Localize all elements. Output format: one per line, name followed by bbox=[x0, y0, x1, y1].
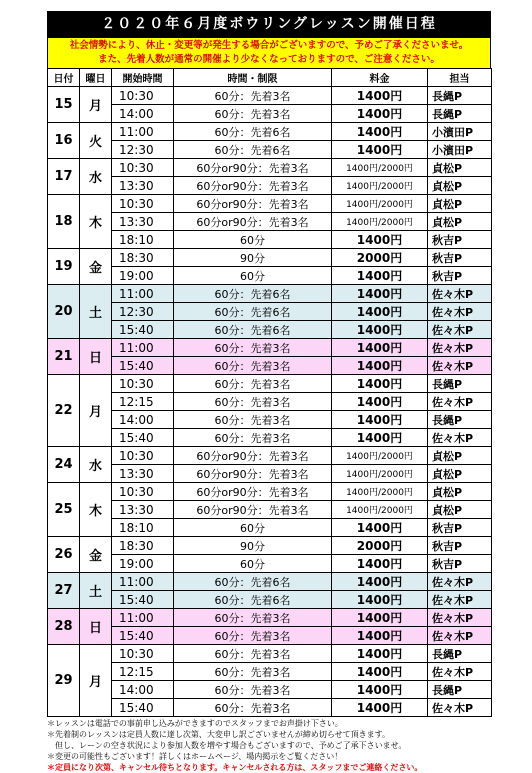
date-cell: 24 bbox=[48, 447, 80, 483]
duration-limit-cell: 60分：先着3名 bbox=[174, 375, 332, 393]
schedule-table bbox=[47, 68, 492, 717]
duration-limit-cell: 90分 bbox=[174, 537, 332, 555]
table-row bbox=[48, 267, 492, 285]
weekday-cell: 火 bbox=[80, 123, 112, 159]
table-row bbox=[48, 627, 492, 645]
start-time-cell: 15:40 bbox=[112, 627, 174, 645]
table-row bbox=[48, 429, 492, 447]
weekday-cell: 月 bbox=[80, 87, 112, 123]
staff-cell: 佐々木P bbox=[428, 609, 492, 627]
start-time-cell: 10:30 bbox=[112, 375, 174, 393]
table-row bbox=[48, 141, 492, 159]
duration-limit-cell: 60分or90分：先着3名 bbox=[174, 195, 332, 213]
duration-limit-cell: 60分：先着3名 bbox=[174, 105, 332, 123]
start-time-cell: 13:30 bbox=[112, 177, 174, 195]
footer-note: ＊先着制のレッスンは定員人数に達し次第、大変申し訳ございませんが締め切らせて頂きます。 bbox=[47, 730, 391, 739]
date-cell: 18 bbox=[48, 195, 80, 249]
start-time-cell: 14:00 bbox=[112, 411, 174, 429]
staff-cell: 小濱田P bbox=[428, 123, 492, 141]
weekday-cell: 水 bbox=[80, 159, 112, 195]
price-cell: 1400円 bbox=[332, 411, 428, 429]
column-header-staff: 担当 bbox=[428, 69, 492, 87]
staff-cell: 佐々木P bbox=[428, 591, 492, 609]
duration-limit-cell: 60分or90分：先着3名 bbox=[174, 465, 332, 483]
duration-limit-cell: 60分：先着3名 bbox=[174, 663, 332, 681]
price-cell: 1400円/2000円 bbox=[332, 447, 428, 465]
table-row bbox=[48, 663, 492, 681]
date-cell: 16 bbox=[48, 123, 80, 159]
start-time-cell: 19:00 bbox=[112, 555, 174, 573]
date-cell: 25 bbox=[48, 483, 80, 537]
staff-cell: 佐々木P bbox=[428, 429, 492, 447]
duration-limit-cell: 90分 bbox=[174, 249, 332, 267]
duration-limit-cell: 60分 bbox=[174, 519, 332, 537]
table-row bbox=[48, 159, 492, 177]
duration-limit-cell: 60分：先着3名 bbox=[174, 429, 332, 447]
date-cell: 19 bbox=[48, 249, 80, 285]
column-header-weekday: 曜日 bbox=[80, 69, 112, 87]
start-time-cell: 10:30 bbox=[112, 195, 174, 213]
footer-note: ＊変更の可能性もございます！詳しくはホームページ、場内掲示をご覧ください！ bbox=[47, 752, 343, 761]
duration-limit-cell: 60分：先着3名 bbox=[174, 87, 332, 105]
staff-cell: 貞松P bbox=[428, 195, 492, 213]
duration-limit-cell: 60分：先着3名 bbox=[174, 411, 332, 429]
staff-cell: 長縄P bbox=[428, 105, 492, 123]
price-cell: 1400円 bbox=[332, 123, 428, 141]
notice-line: 社会情勢により、休止・変更等が発生する場合がございますので、予めご了承くださいませ。 bbox=[69, 40, 469, 51]
column-header-price: 料金 bbox=[332, 69, 428, 87]
duration-limit-cell: 60分：先着3名 bbox=[174, 393, 332, 411]
price-cell: 1400円 bbox=[332, 519, 428, 537]
price-cell: 1400円 bbox=[332, 591, 428, 609]
start-time-cell: 14:00 bbox=[112, 105, 174, 123]
start-time-cell: 14:00 bbox=[112, 681, 174, 699]
price-cell: 1400円/2000円 bbox=[332, 177, 428, 195]
table-row bbox=[48, 357, 492, 375]
table-row bbox=[48, 555, 492, 573]
table-row bbox=[48, 411, 492, 429]
start-time-cell: 12:15 bbox=[112, 393, 174, 411]
price-cell: 1400円 bbox=[332, 393, 428, 411]
table-row bbox=[48, 303, 492, 321]
footer-note: ＊定員になり次第、キャンセル待ちとなります。キャンセルされる方は、スタッフまでご連絡ください。 bbox=[47, 763, 423, 772]
date-cell: 29 bbox=[48, 645, 80, 717]
staff-cell: 佐々木P bbox=[428, 663, 492, 681]
date-cell: 21 bbox=[48, 339, 80, 375]
price-cell: 1400円/2000円 bbox=[332, 213, 428, 231]
price-cell: 1400円 bbox=[332, 681, 428, 699]
date-cell: 28 bbox=[48, 609, 80, 645]
weekday-cell: 日 bbox=[80, 339, 112, 375]
start-time-cell: 18:30 bbox=[112, 249, 174, 267]
start-time-cell: 18:10 bbox=[112, 231, 174, 249]
duration-limit-cell: 60分：先着6名 bbox=[174, 123, 332, 141]
start-time-cell: 19:00 bbox=[112, 267, 174, 285]
notice-banner bbox=[47, 38, 491, 68]
start-time-cell: 11:00 bbox=[112, 285, 174, 303]
date-cell: 22 bbox=[48, 375, 80, 447]
staff-cell: 長縄P bbox=[428, 681, 492, 699]
column-header-start-time: 開始時間 bbox=[112, 69, 174, 87]
price-cell: 1400円 bbox=[332, 303, 428, 321]
start-time-cell: 15:40 bbox=[112, 591, 174, 609]
staff-cell: 佐々木P bbox=[428, 303, 492, 321]
start-time-cell: 13:30 bbox=[112, 465, 174, 483]
staff-cell: 長縄P bbox=[428, 375, 492, 393]
table-row bbox=[48, 339, 492, 357]
table-row bbox=[48, 105, 492, 123]
weekday-cell: 月 bbox=[80, 375, 112, 447]
duration-limit-cell: 60分：先着3名 bbox=[174, 699, 332, 717]
price-cell: 1400円 bbox=[332, 267, 428, 285]
duration-limit-cell: 60分：先着3名 bbox=[174, 339, 332, 357]
table-row bbox=[48, 609, 492, 627]
staff-cell: 貞松P bbox=[428, 213, 492, 231]
table-row bbox=[48, 375, 492, 393]
start-time-cell: 15:40 bbox=[112, 429, 174, 447]
staff-cell: 佐々木P bbox=[428, 339, 492, 357]
price-cell: 1400円 bbox=[332, 141, 428, 159]
duration-limit-cell: 60分 bbox=[174, 267, 332, 285]
table-row bbox=[48, 699, 492, 717]
weekday-cell: 月 bbox=[80, 645, 112, 717]
price-cell: 1400円 bbox=[332, 627, 428, 645]
column-header-date: 日付 bbox=[48, 69, 80, 87]
price-cell: 1400円 bbox=[332, 321, 428, 339]
duration-limit-cell: 60分：先着6名 bbox=[174, 141, 332, 159]
table-row bbox=[48, 483, 492, 501]
price-cell: 1400円 bbox=[332, 375, 428, 393]
staff-cell: 長縄P bbox=[428, 87, 492, 105]
staff-cell: 佐々木P bbox=[428, 357, 492, 375]
staff-cell: 貞松P bbox=[428, 483, 492, 501]
date-cell: 15 bbox=[48, 87, 80, 123]
start-time-cell: 11:00 bbox=[112, 339, 174, 357]
duration-limit-cell: 60分：先着6名 bbox=[174, 573, 332, 591]
table-row bbox=[48, 537, 492, 555]
page-title: ２０２０年６月度ボウリングレッスン開催日程 bbox=[47, 11, 491, 38]
price-cell: 1400円 bbox=[332, 285, 428, 303]
start-time-cell: 12:30 bbox=[112, 303, 174, 321]
start-time-cell: 15:40 bbox=[112, 357, 174, 375]
table-row bbox=[48, 645, 492, 663]
staff-cell: 長縄P bbox=[428, 645, 492, 663]
date-cell: 20 bbox=[48, 285, 80, 339]
start-time-cell: 12:15 bbox=[112, 663, 174, 681]
start-time-cell: 10:30 bbox=[112, 159, 174, 177]
schedule-body bbox=[48, 87, 492, 717]
table-row bbox=[48, 591, 492, 609]
staff-cell: 秋吉P bbox=[428, 519, 492, 537]
price-cell: 1400円 bbox=[332, 105, 428, 123]
duration-limit-cell: 60分：先着6名 bbox=[174, 321, 332, 339]
duration-limit-cell: 60分or90分：先着3名 bbox=[174, 483, 332, 501]
price-cell: 1400円 bbox=[332, 699, 428, 717]
staff-cell: 佐々木P bbox=[428, 573, 492, 591]
duration-limit-cell: 60分：先着3名 bbox=[174, 357, 332, 375]
table-row bbox=[48, 195, 492, 213]
price-cell: 1400円/2000円 bbox=[332, 501, 428, 519]
table-row bbox=[48, 465, 492, 483]
start-time-cell: 10:30 bbox=[112, 483, 174, 501]
staff-cell: 佐々木P bbox=[428, 393, 492, 411]
staff-cell: 貞松P bbox=[428, 177, 492, 195]
start-time-cell: 13:30 bbox=[112, 501, 174, 519]
price-cell: 1400円/2000円 bbox=[332, 159, 428, 177]
table-row bbox=[48, 213, 492, 231]
table-row bbox=[48, 177, 492, 195]
start-time-cell: 11:00 bbox=[112, 573, 174, 591]
duration-limit-cell: 60分：先着3名 bbox=[174, 645, 332, 663]
price-cell: 1400円 bbox=[332, 429, 428, 447]
footer-note: 但し、レーンの空き状況により参加人数を増やす場合もございますので、予めご了承下さいませ。 bbox=[47, 741, 407, 750]
price-cell: 1400円 bbox=[332, 357, 428, 375]
column-header-duration-limit: 時間・制限 bbox=[174, 69, 332, 87]
start-time-cell: 12:30 bbox=[112, 141, 174, 159]
price-cell: 1400円/2000円 bbox=[332, 195, 428, 213]
price-cell: 1400円 bbox=[332, 339, 428, 357]
staff-cell: 佐々木P bbox=[428, 285, 492, 303]
price-cell: 1400円 bbox=[332, 645, 428, 663]
staff-cell: 佐々木P bbox=[428, 699, 492, 717]
table-row bbox=[48, 447, 492, 465]
price-cell: 1400円 bbox=[332, 663, 428, 681]
price-cell: 2000円 bbox=[332, 249, 428, 267]
staff-cell: 秋吉P bbox=[428, 231, 492, 249]
duration-limit-cell: 60分or90分：先着3名 bbox=[174, 159, 332, 177]
duration-limit-cell: 60分or90分：先着3名 bbox=[174, 501, 332, 519]
start-time-cell: 15:40 bbox=[112, 699, 174, 717]
weekday-cell: 金 bbox=[80, 249, 112, 285]
weekday-cell: 土 bbox=[80, 573, 112, 609]
table-row bbox=[48, 393, 492, 411]
table-row bbox=[48, 87, 492, 105]
table-row bbox=[48, 573, 492, 591]
start-time-cell: 11:00 bbox=[112, 123, 174, 141]
staff-cell: 長縄P bbox=[428, 411, 492, 429]
weekday-cell: 水 bbox=[80, 447, 112, 483]
notice-line: また、先着人数が通常の開催より少なくなっておりますので、ご注意ください。 bbox=[98, 54, 440, 65]
price-cell: 1400円 bbox=[332, 87, 428, 105]
duration-limit-cell: 60分or90分：先着3名 bbox=[174, 213, 332, 231]
price-cell: 1400円 bbox=[332, 231, 428, 249]
staff-cell: 貞松P bbox=[428, 501, 492, 519]
start-time-cell: 18:30 bbox=[112, 537, 174, 555]
duration-limit-cell: 60分：先着3名 bbox=[174, 609, 332, 627]
duration-limit-cell: 60分：先着3名 bbox=[174, 627, 332, 645]
table-row bbox=[48, 231, 492, 249]
start-time-cell: 11:00 bbox=[112, 609, 174, 627]
table-row bbox=[48, 501, 492, 519]
weekday-cell: 金 bbox=[80, 537, 112, 573]
footer-note: ＊レッスンは電話での事前申し込みができますのでスタッフまでお声掛け下さい。 bbox=[47, 719, 343, 728]
price-cell: 2000円 bbox=[332, 537, 428, 555]
footer-notes bbox=[47, 717, 491, 773]
price-cell: 1400円 bbox=[332, 609, 428, 627]
weekday-cell: 木 bbox=[80, 483, 112, 537]
table-row bbox=[48, 285, 492, 303]
duration-limit-cell: 60分：先着3名 bbox=[174, 681, 332, 699]
staff-cell: 佐々木P bbox=[428, 321, 492, 339]
staff-cell: 貞松P bbox=[428, 159, 492, 177]
weekday-cell: 日 bbox=[80, 609, 112, 645]
table-row bbox=[48, 681, 492, 699]
duration-limit-cell: 60分or90分：先着3名 bbox=[174, 177, 332, 195]
duration-limit-cell: 60分：先着6名 bbox=[174, 303, 332, 321]
start-time-cell: 10:30 bbox=[112, 447, 174, 465]
date-cell: 17 bbox=[48, 159, 80, 195]
start-time-cell: 13:30 bbox=[112, 213, 174, 231]
schedule-sheet bbox=[47, 11, 491, 773]
staff-cell: 秋吉P bbox=[428, 537, 492, 555]
start-time-cell: 10:30 bbox=[112, 87, 174, 105]
date-cell: 26 bbox=[48, 537, 80, 573]
duration-limit-cell: 60分 bbox=[174, 555, 332, 573]
duration-limit-cell: 60分 bbox=[174, 231, 332, 249]
start-time-cell: 18:10 bbox=[112, 519, 174, 537]
price-cell: 1400円 bbox=[332, 573, 428, 591]
price-cell: 1400円 bbox=[332, 555, 428, 573]
price-cell: 1400円/2000円 bbox=[332, 465, 428, 483]
duration-limit-cell: 60分：先着6名 bbox=[174, 591, 332, 609]
table-row bbox=[48, 249, 492, 267]
table-row bbox=[48, 123, 492, 141]
start-time-cell: 15:40 bbox=[112, 321, 174, 339]
staff-cell: 貞松P bbox=[428, 447, 492, 465]
staff-cell: 秋吉P bbox=[428, 267, 492, 285]
duration-limit-cell: 60分or90分：先着3名 bbox=[174, 447, 332, 465]
staff-cell: 貞松P bbox=[428, 465, 492, 483]
staff-cell: 秋吉P bbox=[428, 555, 492, 573]
weekday-cell: 木 bbox=[80, 195, 112, 249]
date-cell: 27 bbox=[48, 573, 80, 609]
staff-cell: 小濱田P bbox=[428, 141, 492, 159]
price-cell: 1400円/2000円 bbox=[332, 483, 428, 501]
staff-cell: 佐々木P bbox=[428, 627, 492, 645]
duration-limit-cell: 60分：先着6名 bbox=[174, 285, 332, 303]
table-row bbox=[48, 321, 492, 339]
weekday-cell: 土 bbox=[80, 285, 112, 339]
table-row bbox=[48, 519, 492, 537]
start-time-cell: 10:30 bbox=[112, 645, 174, 663]
table-header-row bbox=[48, 69, 492, 87]
staff-cell: 秋吉P bbox=[428, 249, 492, 267]
